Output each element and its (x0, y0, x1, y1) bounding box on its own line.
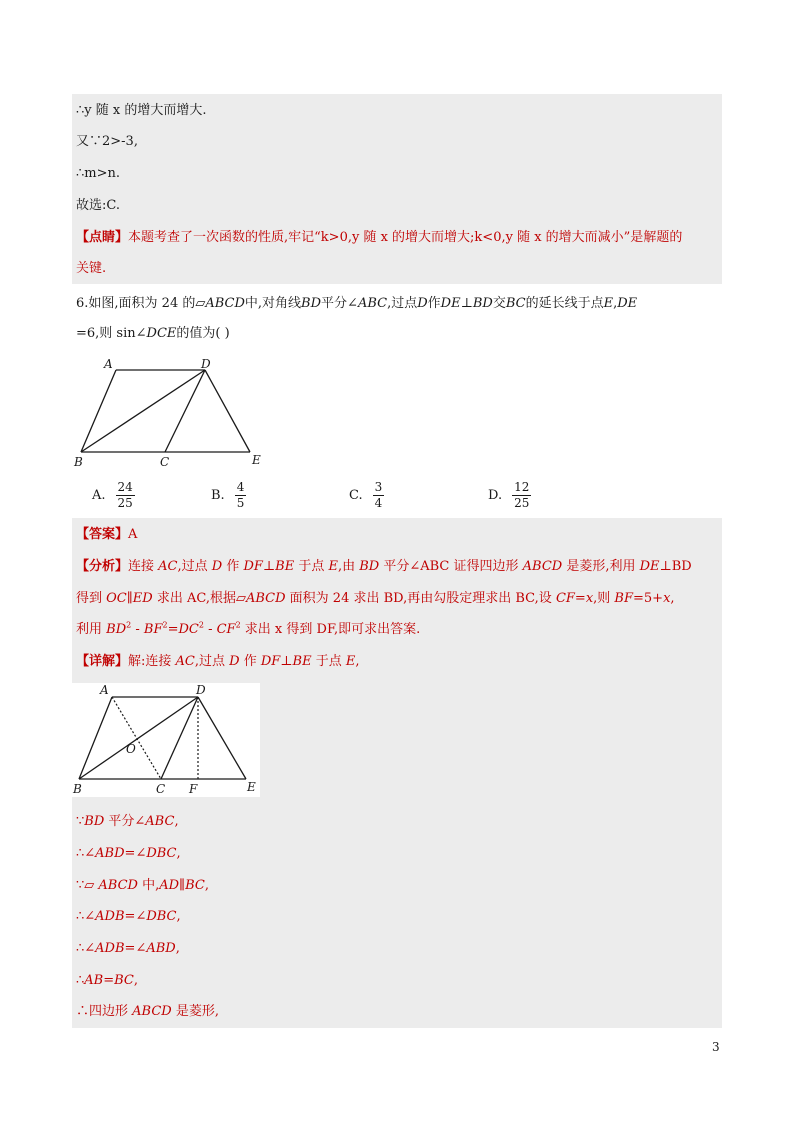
text-run: =∠ (124, 846, 147, 861)
text-run: 求出 x 得到 DF,即可求出答案. (240, 622, 421, 637)
text-run: , (175, 941, 180, 956)
math-variable: ABCD (522, 559, 563, 574)
text-run: =∠ (124, 909, 147, 924)
text-run: 面积为 24 求出 BD,再由勾股定理求出 BC,设 (285, 591, 556, 606)
math-variable: E (345, 654, 356, 669)
label-C: C (160, 455, 170, 469)
text-run: 求出 AC,根据▱ (152, 591, 246, 606)
math-variable: AC (158, 559, 178, 574)
option-c-fraction: $\frac{3}{4}$ (374, 480, 383, 510)
text-run: = (574, 591, 586, 606)
text-run: ,过点 (177, 559, 212, 574)
text-run: , (176, 909, 181, 924)
label2-A: A (100, 683, 109, 697)
text-run: 中, (137, 878, 160, 893)
text-run: ,过点 (194, 654, 230, 669)
math-variable: E (328, 559, 338, 574)
text-run: ,则 (593, 591, 615, 606)
math-variable: x (585, 591, 594, 606)
text-run: 连接 (128, 559, 159, 574)
math-variable: ABD (95, 846, 125, 861)
text-run: , (204, 878, 209, 893)
label-A: A (104, 357, 113, 371)
text-run: =∠ (124, 941, 147, 956)
text-run: ∴ (76, 973, 85, 988)
label2-F: F (189, 782, 198, 796)
math-variable: BC (185, 878, 205, 893)
answer-line (76, 525, 137, 545)
step-4 (76, 907, 181, 927)
label2-C: C (156, 782, 166, 796)
text-run: 利用 (76, 622, 107, 637)
math-variable: AB (84, 973, 104, 988)
solution-line-1: ∴y 随 x 的增大而增大. (76, 103, 207, 118)
step-3 (76, 876, 209, 896)
math-variable: BC (114, 973, 134, 988)
detail-line-1 (76, 652, 359, 672)
math-variable: ABCD (98, 878, 138, 893)
text-run: , (174, 814, 179, 829)
text-run: 于点 (311, 654, 346, 669)
math-variable: OC (106, 591, 127, 606)
math-variable: AC (175, 654, 195, 669)
option-b-fraction: $\frac{4}{5}$ (236, 480, 245, 510)
text-run: ⊥BD (659, 559, 692, 574)
math-variable: DE (639, 559, 660, 574)
text-run: - (131, 622, 144, 637)
math-variable: DC (178, 622, 199, 637)
edge-DE (205, 370, 250, 452)
superscript: 2 (126, 620, 132, 630)
label-E: E (252, 453, 261, 467)
text-run: ⊥ (280, 654, 293, 669)
analysis-line-2 (76, 589, 675, 609)
detail-tag: 【详解】 (76, 654, 129, 669)
math-variable: ABD (146, 941, 176, 956)
text-run: , (176, 846, 181, 861)
edge-CD (165, 370, 205, 452)
math-variable: ADB (95, 909, 125, 924)
option-d[interactable]: D. $\frac{12}{25}$ (488, 480, 530, 510)
page-number: 3 (712, 1040, 720, 1054)
option-c[interactable]: C. $\frac{3}{4}$ (349, 480, 383, 510)
solution-line-2: 又∵2>-3, (76, 134, 138, 149)
math-variable: BE (292, 654, 312, 669)
math-variable: ABC (145, 814, 175, 829)
analysis-line-1 (76, 557, 692, 577)
superscript: 2 (198, 620, 204, 630)
text-run: 平分∠ (104, 814, 146, 829)
text-run: 是菱形,利用 (562, 559, 640, 574)
step-1 (76, 812, 179, 832)
question-figure (72, 352, 272, 472)
comment-line-1 (76, 228, 682, 248)
math-variable: D (229, 654, 240, 669)
math-variable: BD (106, 622, 127, 637)
solution-shade-top (72, 94, 722, 284)
text-run: ,由 (337, 559, 360, 574)
solution-line-4: 故选:C. (76, 198, 120, 213)
label-D: D (201, 357, 211, 371)
text-run: ∴四边形 (76, 1004, 133, 1019)
text-run: ∴∠ (76, 909, 96, 924)
math-variable: ABCD (132, 1004, 172, 1019)
step-7 (76, 1002, 219, 1022)
step-5 (76, 939, 180, 959)
math-variable: CF (216, 622, 236, 637)
math-variable: ED (132, 591, 153, 606)
text-run: ∥ (179, 878, 186, 893)
text-run: , (133, 973, 139, 988)
text-run: 是菱形, (171, 1004, 219, 1019)
answer-value: A (128, 527, 138, 542)
option-a-fraction: $\frac{24}{25}$ (117, 480, 133, 510)
text-run: 解:连接 (128, 654, 176, 669)
label2-E: E (247, 780, 256, 794)
math-variable: DF (243, 559, 263, 574)
text-run: ∵ (76, 814, 85, 829)
math-variable: ABCD (245, 591, 286, 606)
superscript: 2 (162, 620, 168, 630)
text-run: ∥ (126, 591, 133, 606)
comment-tag: 【点睛】 (76, 230, 129, 245)
text-run: 平分∠ABC 证得四边形 (379, 559, 523, 574)
label-B: B (74, 455, 83, 469)
option-a[interactable]: A. $\frac{24}{25}$ (92, 480, 133, 510)
label2-O: O (126, 742, 136, 756)
math-variable: DBC (146, 846, 177, 861)
math-variable: x (663, 591, 671, 606)
text-run: =5+ (633, 591, 664, 606)
math-variable: BF (143, 622, 163, 637)
text-run: , (355, 654, 360, 669)
text-run: ∴∠ (76, 846, 96, 861)
text-run: 作 (222, 559, 244, 574)
step-6 (76, 971, 138, 991)
answer-tag: 【答案】 (76, 527, 129, 542)
step-2 (76, 844, 181, 864)
math-variable: BF (614, 591, 633, 606)
superscript: 2 (235, 620, 241, 630)
text-run: = (103, 973, 115, 988)
label2-B: B (73, 782, 82, 796)
math-variable: DF (260, 654, 281, 669)
option-d-fraction: $\frac{12}{25}$ (514, 480, 530, 510)
text-run: = (167, 622, 179, 637)
detail-figure (72, 683, 260, 797)
comment-line-2: 关键. (76, 261, 107, 276)
math-variable: BD (359, 559, 380, 574)
edge-BD (81, 370, 205, 452)
math-variable: CF (555, 591, 575, 606)
text-run: , (670, 591, 675, 606)
math-variable: DBC (146, 909, 177, 924)
text-run: ∴∠ (76, 941, 96, 956)
question-line-2: =6,则 sin∠DCE的值为( ) (76, 326, 230, 341)
analysis-line-3 (76, 620, 420, 640)
text-run: ⊥ (262, 559, 276, 574)
text-run: 作 (239, 654, 261, 669)
text-run: 于点 (294, 559, 329, 574)
text-run: - (203, 622, 217, 637)
math-variable: BE (275, 559, 295, 574)
text-run: ∵▱ (76, 878, 99, 893)
comment-text: 本题考查了一次函数的性质,牢记“k>0,y 随 x 的增大而增大;k<0,y 随 x 的增大而减小”是解题的 (128, 230, 683, 245)
text-run: 得到 (76, 591, 107, 606)
math-variable: AD (159, 878, 180, 893)
math-variable: ADB (95, 941, 125, 956)
math-variable: BD (84, 814, 105, 829)
question-line-1: 6.如图,面积为 24 的▱ABCD中,对角线BD平分∠ABC,过点D作DE⊥BD交BC的延长线于点E,DE (76, 296, 638, 311)
solution-line-3: ∴m>n. (76, 166, 120, 181)
math-variable: D (211, 559, 223, 574)
option-b[interactable]: B. $\frac{4}{5}$ (211, 480, 245, 510)
analysis-tag: 【分析】 (76, 559, 129, 574)
label2-D: D (196, 683, 206, 697)
